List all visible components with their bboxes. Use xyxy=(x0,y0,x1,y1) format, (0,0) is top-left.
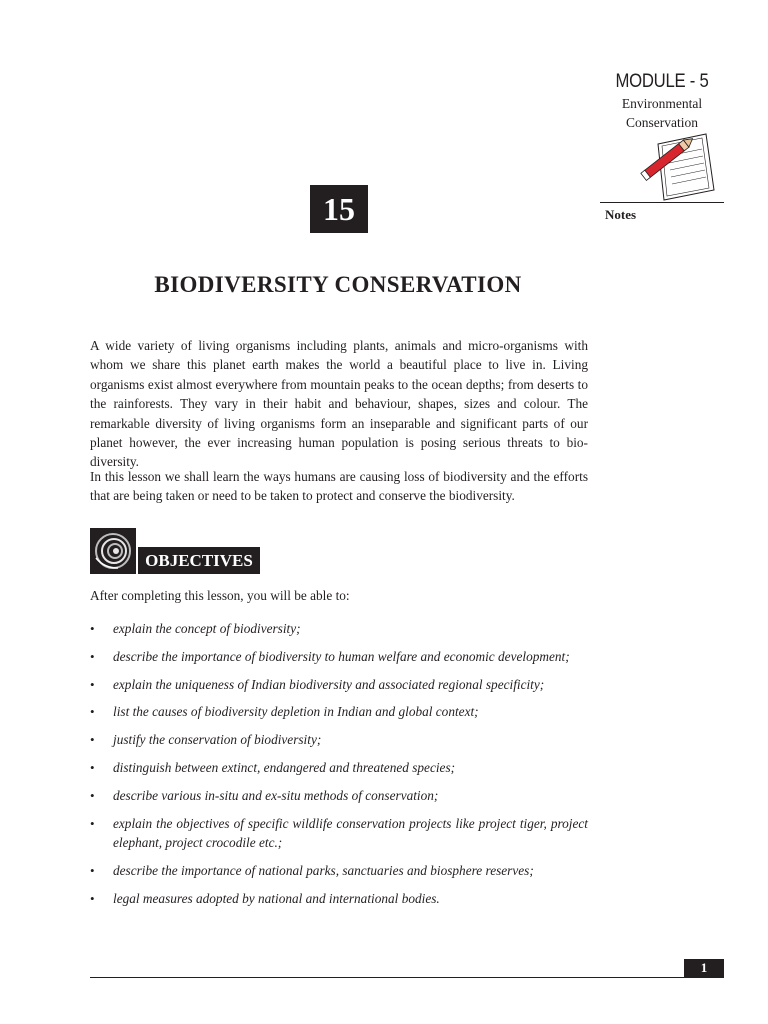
bullet-icon: • xyxy=(90,787,95,803)
objectives-intro: After completing this lesson, you will be able to: xyxy=(90,588,350,603)
lesson-paragraph: In this lesson we shall learn the ways humans are causing loss of biodiversity and the efforts that are being taken or need to be taken to protect and conserve the biodiversity. xyxy=(90,469,588,504)
module-title: MODULE - 5 xyxy=(615,71,709,92)
bullet-icon: • xyxy=(90,732,95,748)
notes-divider xyxy=(600,202,724,203)
bullet-icon: • xyxy=(90,648,95,664)
list-item: • justify the conservation of biodiversity; xyxy=(90,730,588,749)
bullet-icon: • xyxy=(90,759,95,775)
list-item: • describe the importance of biodiversity to human welfare and economic development; xyxy=(90,647,588,666)
bullet-icon: • xyxy=(90,704,95,720)
bullet-icon: • xyxy=(90,815,95,831)
footer-divider xyxy=(90,977,724,978)
module-subtitle-line1: Environmental xyxy=(621,96,703,111)
notes-label: Notes xyxy=(605,207,637,222)
page-number: 1 xyxy=(684,959,724,977)
list-item: • explain the concept of biodiversity; xyxy=(90,619,588,638)
intro-paragraph: A wide variety of living organisms including plants, animals and micro-organisms with whom we share this planet earth makes the world a beautiful place to live in. Living organisms exist almost everywhere from mountain peaks to the ocean depths; from deserts to the rainforests. They vary in their habit and behaviour, shapes, sizes and colour. The remarkable diversity of living organisms form an inseparable and significant parts of our planet however, the ever increasing human population is posing serious threats to bio-diversity. xyxy=(90,338,588,470)
module-header xyxy=(600,70,724,132)
list-item: • legal measures adopted by national and international bodies. xyxy=(90,889,588,908)
module-subtitle-line2: Conservation xyxy=(626,115,698,130)
objectives-list xyxy=(90,619,588,916)
chapter-number: 15 xyxy=(310,185,368,233)
bullet-icon: • xyxy=(90,621,95,636)
list-item: • describe various in-situ and ex-situ methods of conservation; xyxy=(90,786,588,805)
list-item: • explain the uniqueness of Indian biodiversity and associated regional specificity; xyxy=(90,675,588,694)
notes-pencil-icon xyxy=(636,130,716,202)
bullet-icon: • xyxy=(90,676,95,692)
bullet-icon: • xyxy=(90,890,95,906)
list-item: • describe the importance of national parks, sanctuaries and biosphere reserves; xyxy=(90,861,588,880)
list-item: • distinguish between extinct, endangered and threatened species; xyxy=(90,758,588,777)
list-item: • list the causes of biodiversity depletion in Indian and global context; xyxy=(90,702,588,721)
objectives-spiral-icon xyxy=(90,528,136,574)
chapter-title: BIODIVERSITY CONSERVATION xyxy=(154,272,522,297)
bullet-icon: • xyxy=(90,862,95,878)
list-item: • explain the objectives of specific wildlife conservation projects like project tiger, project elephant, project crocodile etc.; xyxy=(90,815,588,850)
objectives-heading: OBJECTIVES xyxy=(138,547,260,574)
